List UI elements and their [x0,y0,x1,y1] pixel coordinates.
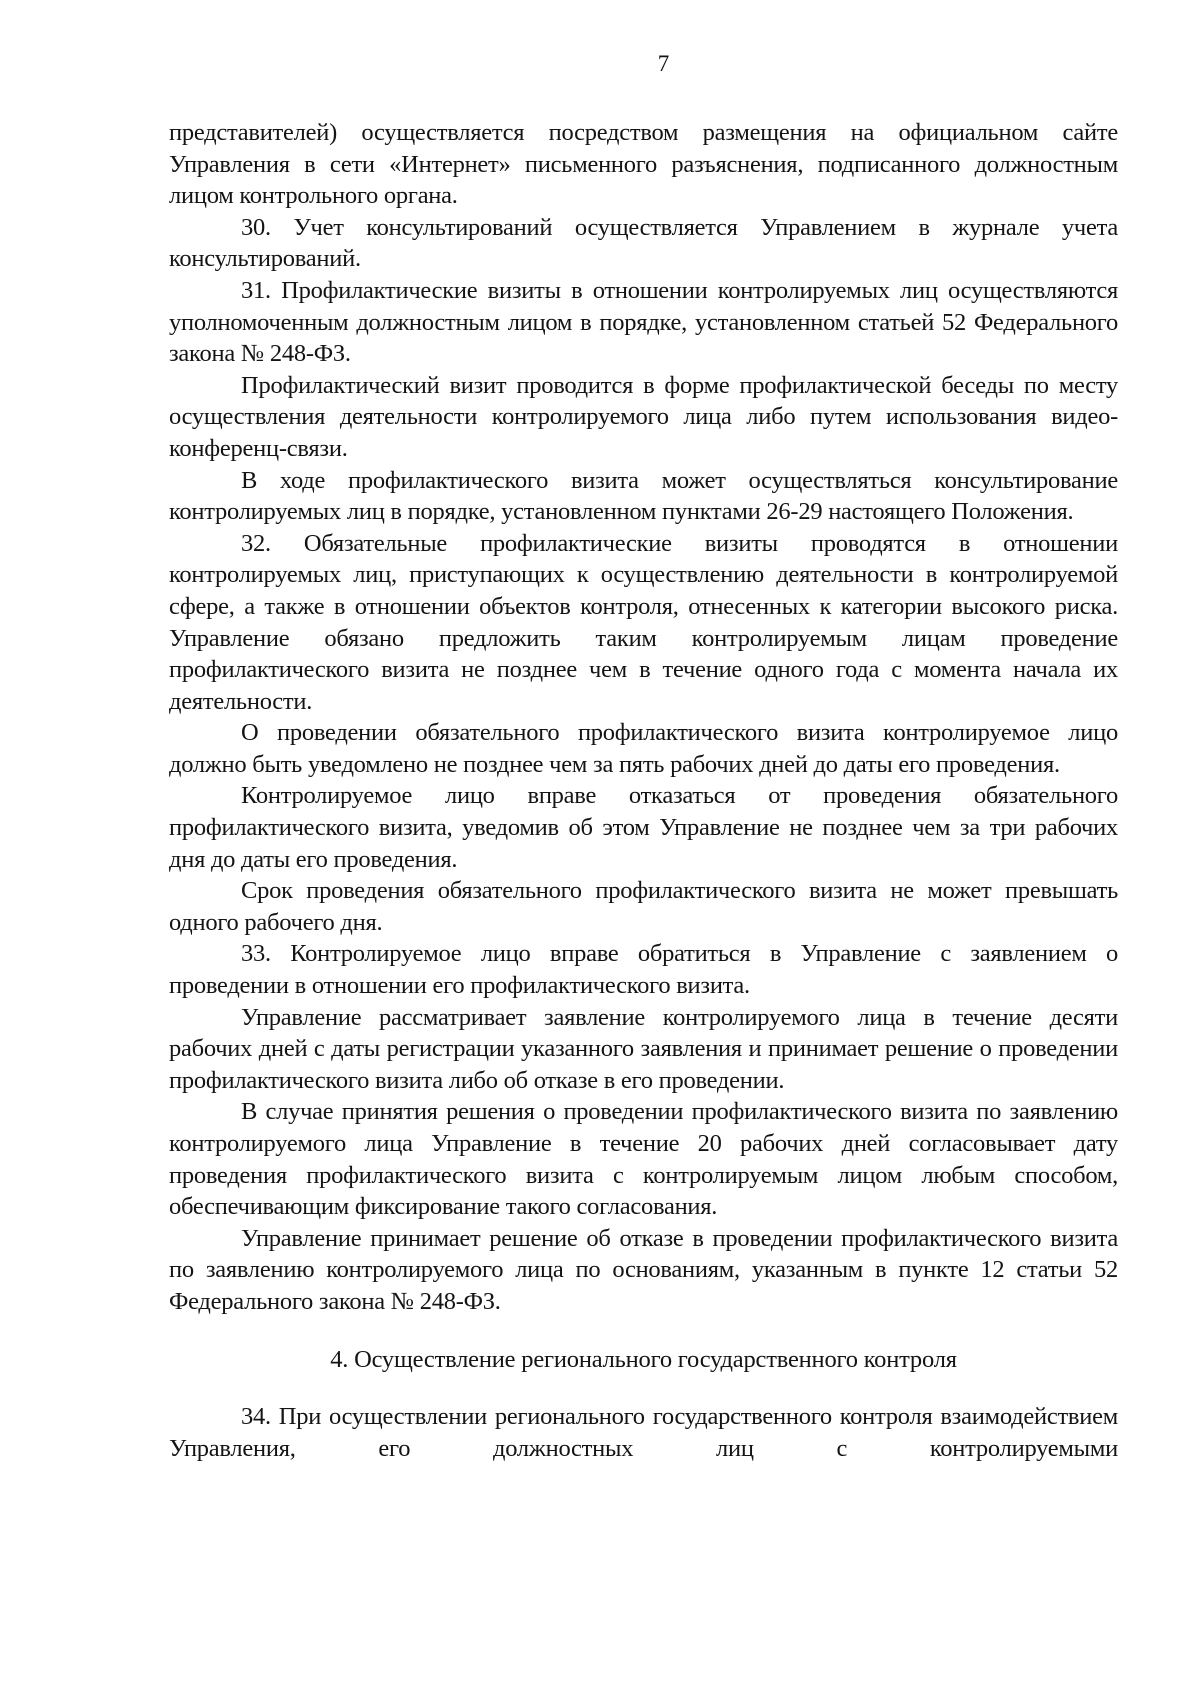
paragraph-visit-consulting: В ходе профилактического визита может осуществляться консультирование контролируемых лиц в порядке, установленном пунктами 26-29 настоящего Положения. [169,466,1118,526]
paragraph-item-32: 32. Обязательные профилактические визиты проводятся в отношении контролируемых лиц, приступающих к осуществлению деятельности в контролируемой сфере, а также в отношении объектов контроля, отнесенных к категории высокого риска. Управление обязано предложить таким контролируемым лицам проведение профилактического визита не позднее чем в течение одного года с момента начала их деятельности. [169,529,1118,715]
paragraph-notification: О проведении обязательного профилактического визита контролируемое лицо должно быть уведомлено не позднее чем за пять рабочих дней до даты его проведения. [169,719,1118,778]
paragraph-item-30: 30. Учет консультирований осуществляется Управлением в журнале учета консультирований. [169,213,1118,273]
paragraph-continuation: представителей) осуществляется посредством размещения на официальном сайте Управления в сети «Интернет» письменного разъяснения, подписанного должностным лицом контрольного органа. [169,119,1118,210]
paragraph-application-review: Управление рассматривает заявление контролируемого лица в течение десяти рабочих дней с даты регистрации указанного заявления и принимает решение о проведении профилактического визита либо об отказе в его проведении. [169,1003,1118,1094]
paragraph-visit-form: Профилактический визит проводится в форме профилактической беседы по месту осуществления деятельности контролируемого лица либо путем использования видео-конференц-связи. [169,371,1118,462]
paragraph-visit-duration: Срок проведения обязательного профилактического визита не может превышать одного рабочего дня. [169,877,1118,936]
paragraph-item-34: 34. При осуществлении регионального государственного контроля взаимодействием Управления, его должностных лиц с контролируемыми [169,1403,1118,1462]
section-heading: 4. Осуществление регионального государственного контроля [330,1345,957,1373]
paragraph-refusal-decision: Управление принимает решение об отказе в проведении профилактического визита по заявлению контролируемого лица по основаниям, указанным в пункте 12 статьи 52 Федерального закона № 248-ФЗ. [169,1224,1118,1315]
paragraph-refusal-right: Контролируемое лицо вправе отказаться от проведения обязательного профилактического визита, уведомив об этом Управление не позднее чем за три рабочих дня до даты его проведения. [169,782,1118,873]
document-body [169,117,1118,1464]
page-number: 7 [657,51,670,76]
paragraph-item-31: 31. Профилактические визиты в отношении контролируемых лиц осуществляются уполномоченным должностным лицом в порядке, установленном статьей 52 Федерального закона № 248-ФЗ. [169,276,1118,368]
paragraph-item-33: 33. Контролируемое лицо вправе обратиться в Управление с заявлением о проведении в отношении его профилактического визита. [169,940,1118,1000]
paragraph-date-agreement: В случае принятия решения о проведении профилактического визита по заявлению контролируемого лица Управление в течение 20 рабочих дней согласовывает дату проведения профилактического визита с контролируемым лицом любым способом, обеспечивающим фиксирование такого согласования. [169,1098,1118,1221]
